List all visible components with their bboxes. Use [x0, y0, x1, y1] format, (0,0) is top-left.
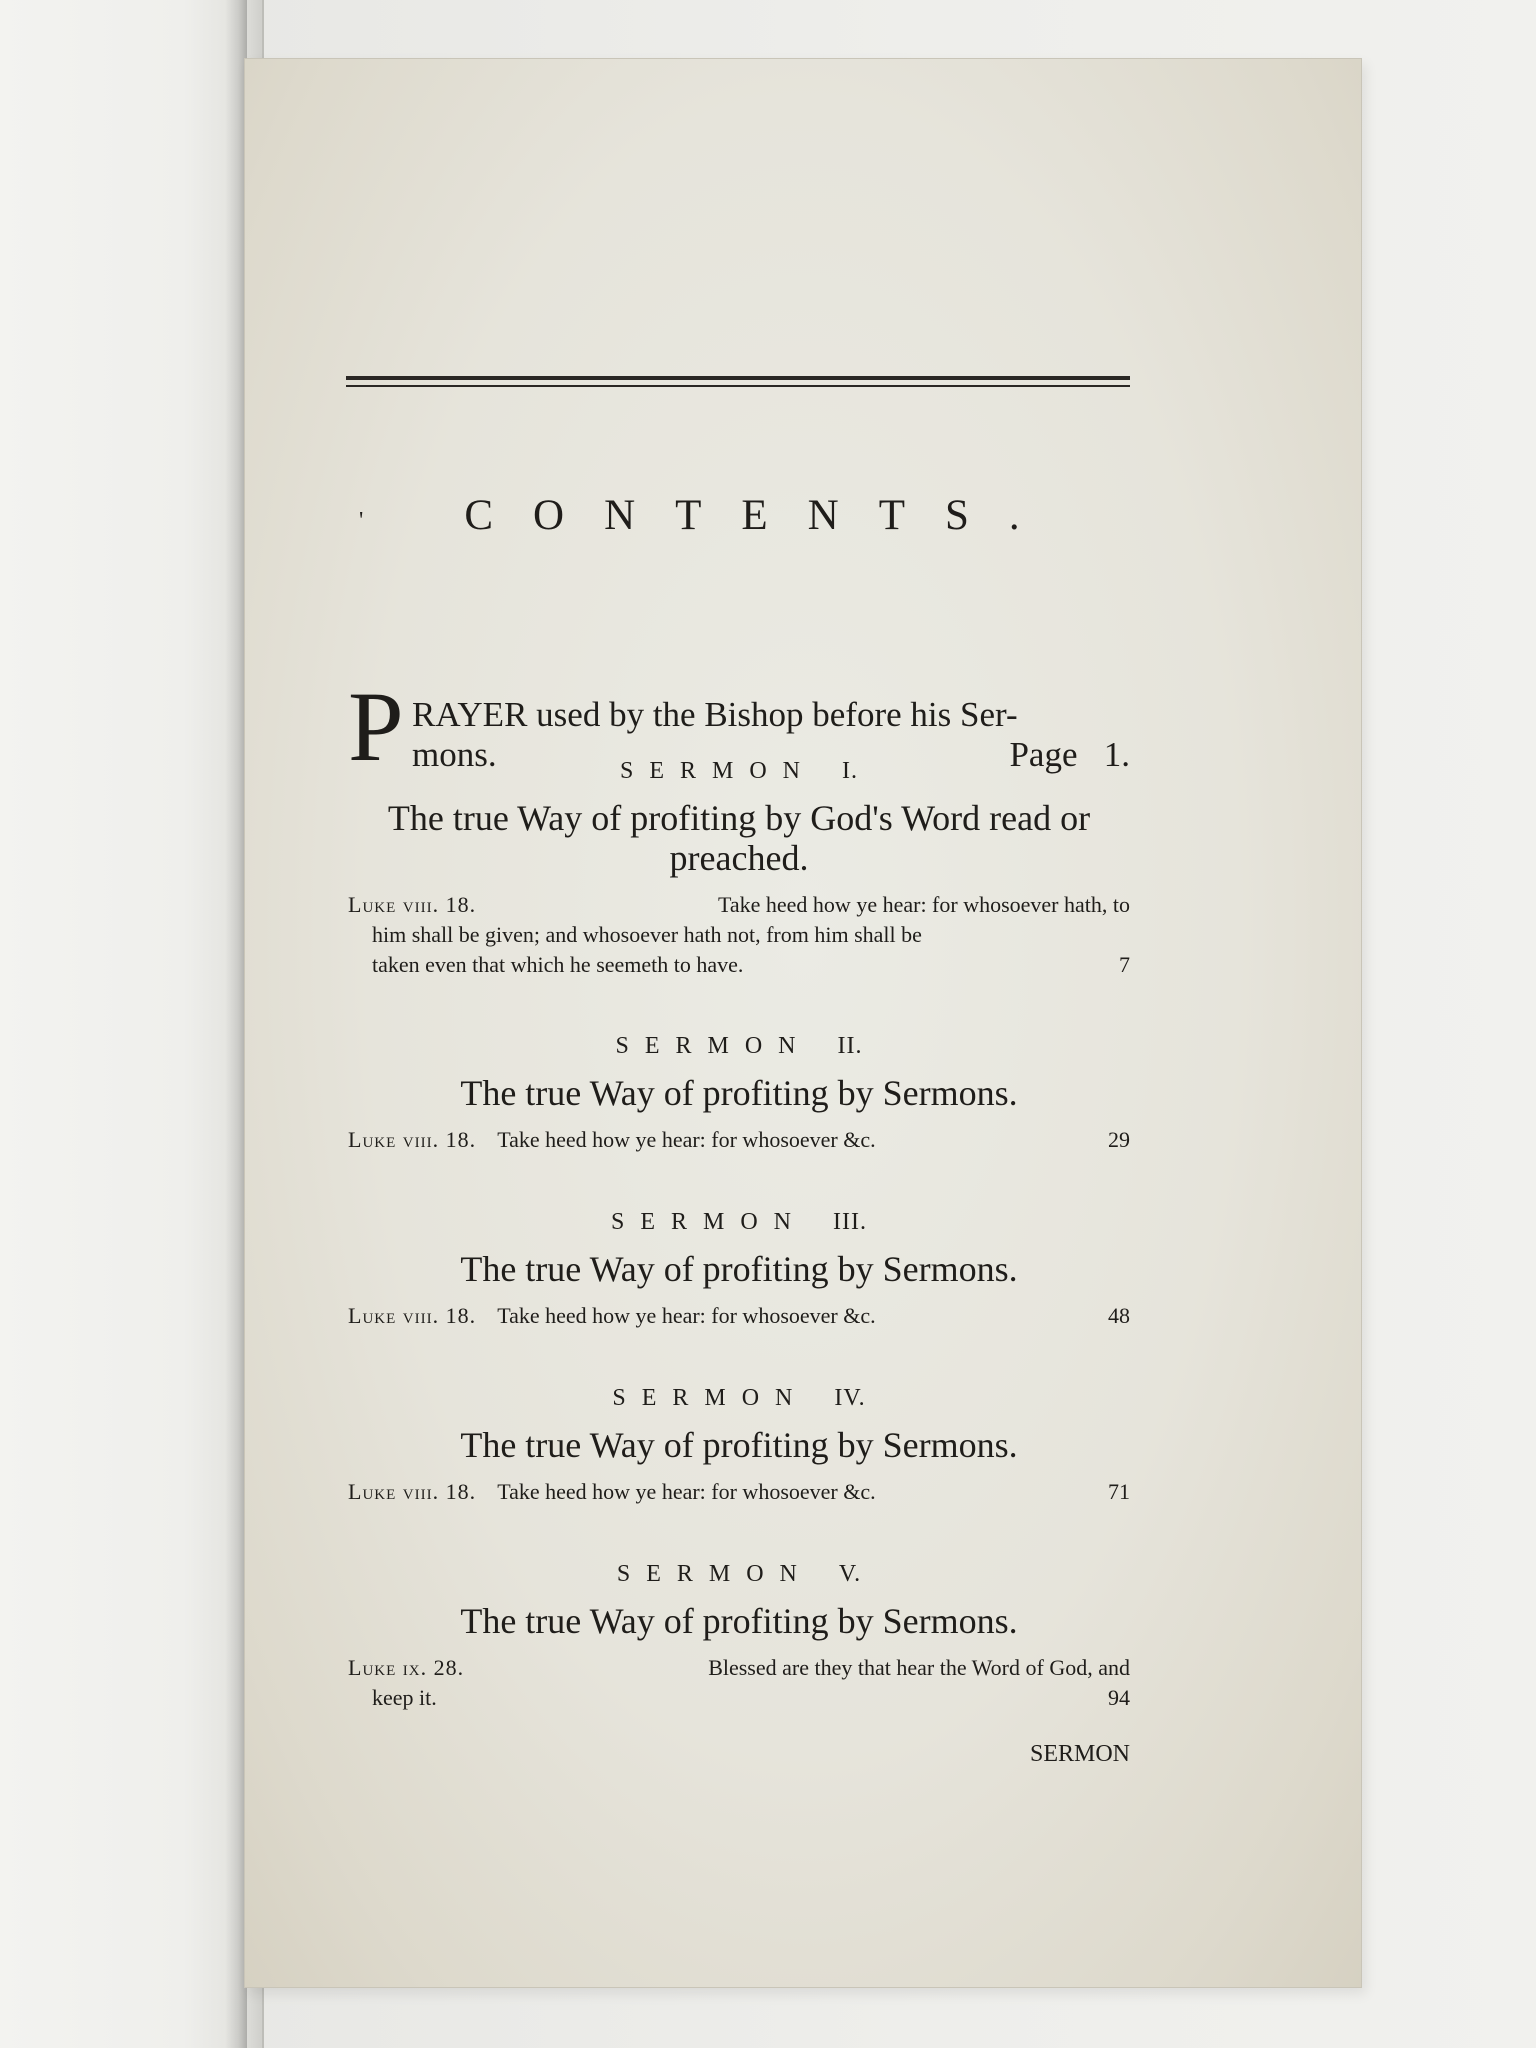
sermon-text-line-2: keep it.	[372, 1685, 437, 1710]
title-mark: '	[359, 508, 364, 534]
sermon-subject: The true Way of profiting by Sermons.	[460, 1601, 1018, 1641]
sermon-subject: The true Way of profiting by Sermons.	[460, 1425, 1018, 1465]
sermon-entry-3	[348, 1209, 1130, 1331]
sermon-text-line: Take heed how ye hear: for whosoever &c.	[497, 1303, 876, 1328]
sermon-number: V.	[838, 1561, 862, 1587]
sermon-text	[348, 890, 1130, 980]
prayer-text-line-2: mons.	[412, 735, 497, 774]
sermon-heading	[348, 1385, 1130, 1419]
sermon-text	[348, 1125, 1130, 1155]
scripture-reference: Luke ix. 28.	[348, 1655, 465, 1680]
top-rule-thick	[346, 376, 1130, 380]
sermon-page-number: 94	[1108, 1685, 1130, 1710]
sermon-entry-1	[348, 758, 1130, 980]
sermon-subject: The true Way of profiting by Sermons.	[460, 1249, 1018, 1289]
catchword: SERMON	[1029, 1741, 1130, 1767]
scripture-reference: Luke viii. 18.	[348, 1303, 477, 1328]
sermon-page-number: 48	[1108, 1303, 1130, 1328]
sermon-page-number: 7	[1119, 952, 1130, 977]
sermon-label: SERMON	[610, 1209, 808, 1235]
sermon-label: SERMON	[616, 1561, 813, 1587]
sermon-text	[348, 1653, 1130, 1713]
contents-page	[244, 58, 1362, 1988]
prayer-page-number: 1.	[1103, 735, 1130, 774]
page-label: Page	[1009, 735, 1078, 774]
sermon-text-line-1: Blessed are they that hear the Word of God, and	[708, 1655, 1130, 1680]
prayer-line-1	[412, 695, 1130, 735]
page-title: CONTENTS.	[464, 492, 1060, 539]
sermon-number: II.	[837, 1033, 863, 1059]
sermon-number: IV.	[834, 1385, 866, 1411]
sermon-entry-4	[348, 1385, 1130, 1507]
sermon-heading	[348, 1209, 1130, 1243]
sermon-subject: The true Way of profiting by God's Word read or preached.	[387, 798, 1091, 878]
sermon-text	[348, 1477, 1130, 1507]
sermon-text	[348, 1301, 1130, 1331]
sermon-number: I.	[842, 758, 859, 784]
sermon-text-line: Take heed how ye hear: for whosoever &c.	[497, 1479, 876, 1504]
sermon-subject: The true Way of profiting by Sermons.	[460, 1073, 1018, 1113]
sermon-page-number: 71	[1108, 1479, 1130, 1504]
sermon-page-number: 29	[1108, 1127, 1130, 1152]
scripture-reference: Luke viii. 18.	[348, 1127, 477, 1152]
sermon-label: SERMON	[619, 758, 817, 784]
sermon-number: III.	[833, 1209, 867, 1235]
sermon-heading	[348, 1033, 1130, 1067]
sermon-text-line-1: Take heed how ye hear: for whosoever hath, to	[717, 892, 1130, 917]
drop-cap: P	[348, 671, 404, 782]
prayer-text-line-1: RAYER used by the Bishop before his Ser-	[412, 695, 1018, 734]
sermon-entry-5	[348, 1561, 1130, 1713]
sermon-label: SERMON	[615, 1033, 812, 1059]
sermon-label: SERMON	[612, 1385, 809, 1411]
top-rule-thin	[346, 385, 1130, 387]
scripture-reference: Luke viii. 18.	[348, 892, 477, 917]
sermon-heading	[348, 1561, 1130, 1595]
sermon-text-line-2: him shall be given; and whosoever hath not, from him shall be	[372, 922, 922, 947]
sermon-heading	[348, 758, 1130, 792]
sermon-text-line: Take heed how ye hear: for whosoever &c.	[497, 1127, 876, 1152]
scripture-reference: Luke viii. 18.	[348, 1479, 477, 1504]
sermon-entry-2	[348, 1033, 1130, 1155]
sermon-text-line-3: taken even that which he seemeth to have.	[372, 952, 744, 977]
